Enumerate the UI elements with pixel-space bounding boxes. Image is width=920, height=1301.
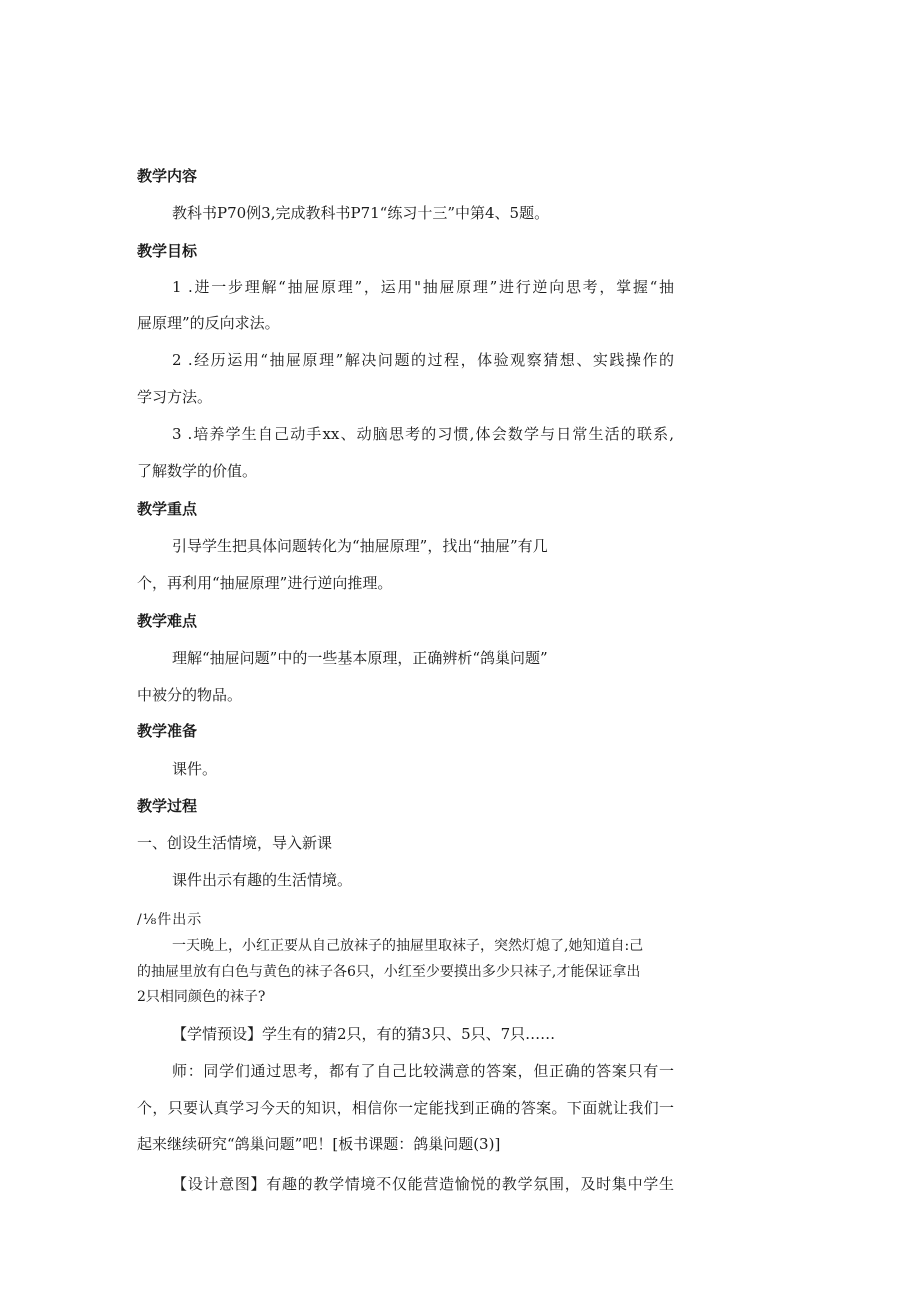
heading-difficulties: 教学难点 xyxy=(137,612,198,630)
key-points-line-1: 引导学生把具体问题转化为“抽屉原理”，找出“抽屉”有几 xyxy=(172,537,548,555)
process-subheading: 一、创设生活情境，导入新课 xyxy=(137,834,333,852)
goal-3-line-1: 3 .培养学生自己动手xx、动脑思考的习惯,体会数学与日常生活的联系, xyxy=(172,425,674,443)
heading-preparation: 教学准备 xyxy=(137,722,198,740)
goal-2-line-2: 学习方法。 xyxy=(137,388,213,406)
heading-key-points: 教学重点 xyxy=(137,500,198,518)
heading-teaching-goals: 教学目标 xyxy=(137,242,198,260)
key-points-line-2: 个，再利用“抽屉原理”进行逆向推理。 xyxy=(137,574,393,592)
goal-1-line-1: 1 .进一步理解“抽屉原理”，运用"抽屉原理”进行逆向思考，掌握“抽 xyxy=(172,278,674,296)
callout-line-2: 的抽屉里放有白色与黄色的袜子各6只，小红至少要摸出多少只袜子,才能保证拿出 xyxy=(137,964,641,980)
callout-line-1: 一天晚上，小红正要从自己放袜子的抽屉里取袜子，突然灯熄了,她知道自:己 xyxy=(172,938,644,954)
design-intent-line: 【设计意图】有趣的教学情境不仅能营造愉悦的教学氛围，及时集中学生 xyxy=(172,1175,674,1193)
goal-1-line-2: 屉原理”的反向求法。 xyxy=(137,314,280,332)
teacher-line-3: 起来继续研究“鸽巢问题”吧！[板书课题：鸽巢问题(3)] xyxy=(137,1135,501,1153)
teaching-content-text: 教科书P70例3,完成教科书P71“练习十三”中第4、5题。 xyxy=(172,204,550,222)
preset-text: 【学情预设】学生有的猜2只，有的猜3只、5只、7只…… xyxy=(172,1025,556,1043)
goal-3-line-2: 了解数学的价值。 xyxy=(137,462,258,480)
difficulties-line-2: 中被分的物品。 xyxy=(137,686,243,704)
process-intro: 课件出示有趣的生活情境。 xyxy=(172,871,353,889)
difficulties-line-1: 理解“抽屉问题”中的一些基本原理，正确辨析“鸽巢问题” xyxy=(172,649,548,667)
callout-line-3: 2只相同颜色的袜子? xyxy=(137,989,266,1005)
goal-2-line-1: 2 .经历运用“抽屉原理”解决问题的过程，体验观察猜想、实践操作的 xyxy=(172,351,674,369)
teacher-line-2: 个，只要认真学习今天的知识，相信你一定能找到正确的答案。下面就让我们一 xyxy=(137,1099,674,1117)
preparation-text: 课件。 xyxy=(172,760,218,778)
callout-title: /⅛件出示 xyxy=(137,912,203,928)
teacher-line-1: 师：同学们通过思考，都有了自己比较满意的答案，但正确的答案只有一 xyxy=(172,1062,674,1080)
heading-process: 教学过程 xyxy=(137,797,198,815)
heading-teaching-content: 教学内容 xyxy=(137,167,198,185)
